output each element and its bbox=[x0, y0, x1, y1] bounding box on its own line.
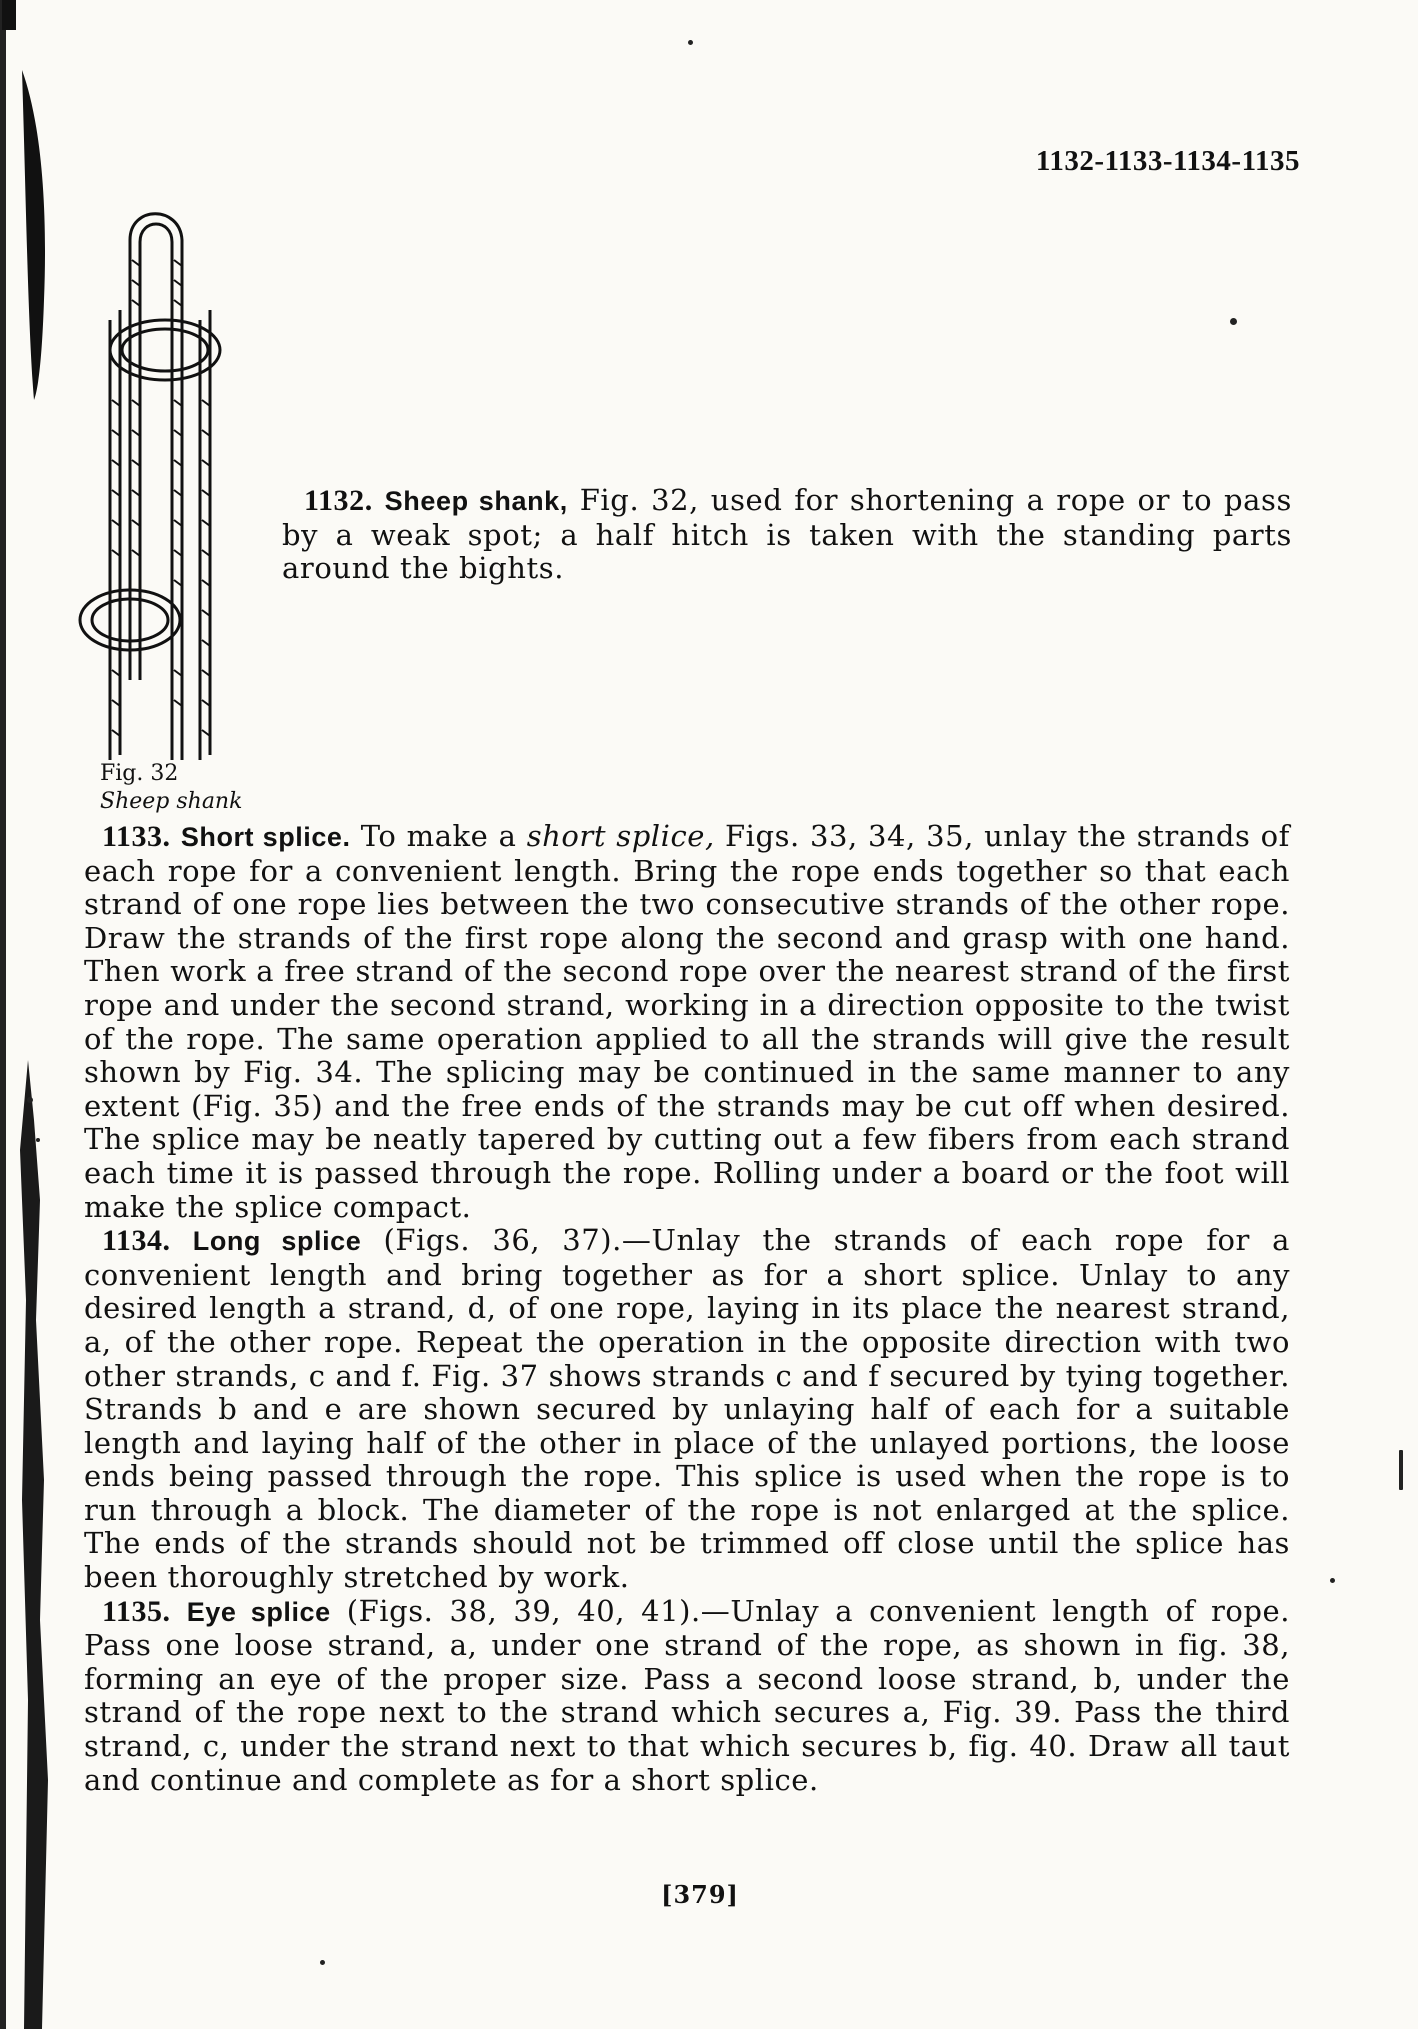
section-1133-text-b: Figs. 33, 34, 35, unlay the strands of each rope for a convenient length. Bring the rope ends together so that each strand of one rope lies between the two consecutive strands of the other rope. Draw the strands of the first rope along the second and grasp with one hand. Then work a free strand of the second rope over the nearest strand of the first rope and under the second strand, working in a direction opposite to the twist of the rope. The same operation applied to all the strands will give the result shown by Fig. 34. The splicing may be continued in the same manner to any extent (Fig. 35) and the free ends of the strands may be cut off when desired. The splice may be neatly tapered by cutting out a few fibers from each strand each time it is passed through the rope. Rolling under a board or the foot will make the splice compact. bbox=[84, 819, 1290, 1224]
section-1134-number: 1134. bbox=[102, 1224, 171, 1258]
binding-edge-shadow bbox=[0, 0, 60, 2029]
section-1133 bbox=[84, 820, 1290, 1224]
section-1133-text-a: To make a bbox=[350, 819, 527, 853]
figure-title: Sheep shank bbox=[100, 789, 243, 814]
scan-speck bbox=[320, 1960, 325, 1965]
section-1134-text: (Figs. 36, 37).—Unlay the strands of each rope for a convenient length and bring together as for a short splice. Unlay to any desired length a strand, d, of one rope, laying in its place the nearest strand, a, of the other rope. Repeat the operation in the opposite direction with two other strands, c and f. Fig. 37 shows strands c and f secured by tying together. Strands b and e are shown secured by unlaying half of each for a suitable length and laying half of the other in place of the unlayed portions, the loose ends being passed through the rope. This splice is used when the rope is to run through a block. The diameter of the rope is not enlarged at the splice. The ends of the strands should not be trimmed off close until the splice has been thoroughly stretched by work. bbox=[84, 1223, 1290, 1595]
section-1133-italic: short splice, bbox=[526, 819, 715, 853]
section-1132 bbox=[282, 484, 1292, 586]
section-1135-lead: Eye splice bbox=[186, 1596, 331, 1627]
section-1132-number: 1132. bbox=[304, 484, 373, 517]
body-text bbox=[84, 820, 1290, 1797]
section-1134 bbox=[84, 1224, 1290, 1595]
page-number: [379] bbox=[661, 1880, 739, 1909]
figure-caption bbox=[100, 760, 242, 816]
figure-label: Fig. 32 bbox=[100, 761, 179, 786]
section-1132-text: Fig. 32, used for shortening a rope or to pass by a weak spot; a half hitch is taken with the standing parts around the bights. bbox=[282, 483, 1292, 586]
section-1135-text: (Figs. 38, 39, 40, 41).—Unlay a convenient length of rope. Pass one loose strand, a, under one strand of the rope, as shown in fig. 38, forming an eye of the proper size. Pass a second loose strand, b, under the strand of the rope next to the strand which secures a, Fig. 39. Pass the third strand, c, under the strand next to that which secures b, fig. 40. Draw all taut and continue and complete as for a short splice. bbox=[84, 1593, 1290, 1797]
page-header-range: 1132-1133-1134-1135 bbox=[1035, 145, 1300, 177]
section-1133-number: 1133. bbox=[102, 820, 171, 853]
scan-speck bbox=[1399, 1450, 1403, 1490]
section-1133-lead: Short splice. bbox=[180, 822, 351, 852]
scan-speck bbox=[688, 40, 693, 45]
scan-speck bbox=[1330, 1578, 1335, 1583]
section-1134-lead: Long splice bbox=[192, 1226, 362, 1257]
section-1135-number: 1135. bbox=[102, 1594, 171, 1628]
scan-speck bbox=[1230, 318, 1237, 325]
section-1135 bbox=[84, 1595, 1290, 1798]
section-1132-lead: Sheep shank, bbox=[384, 486, 568, 516]
sheep-shank-knot-illustration bbox=[70, 200, 260, 770]
